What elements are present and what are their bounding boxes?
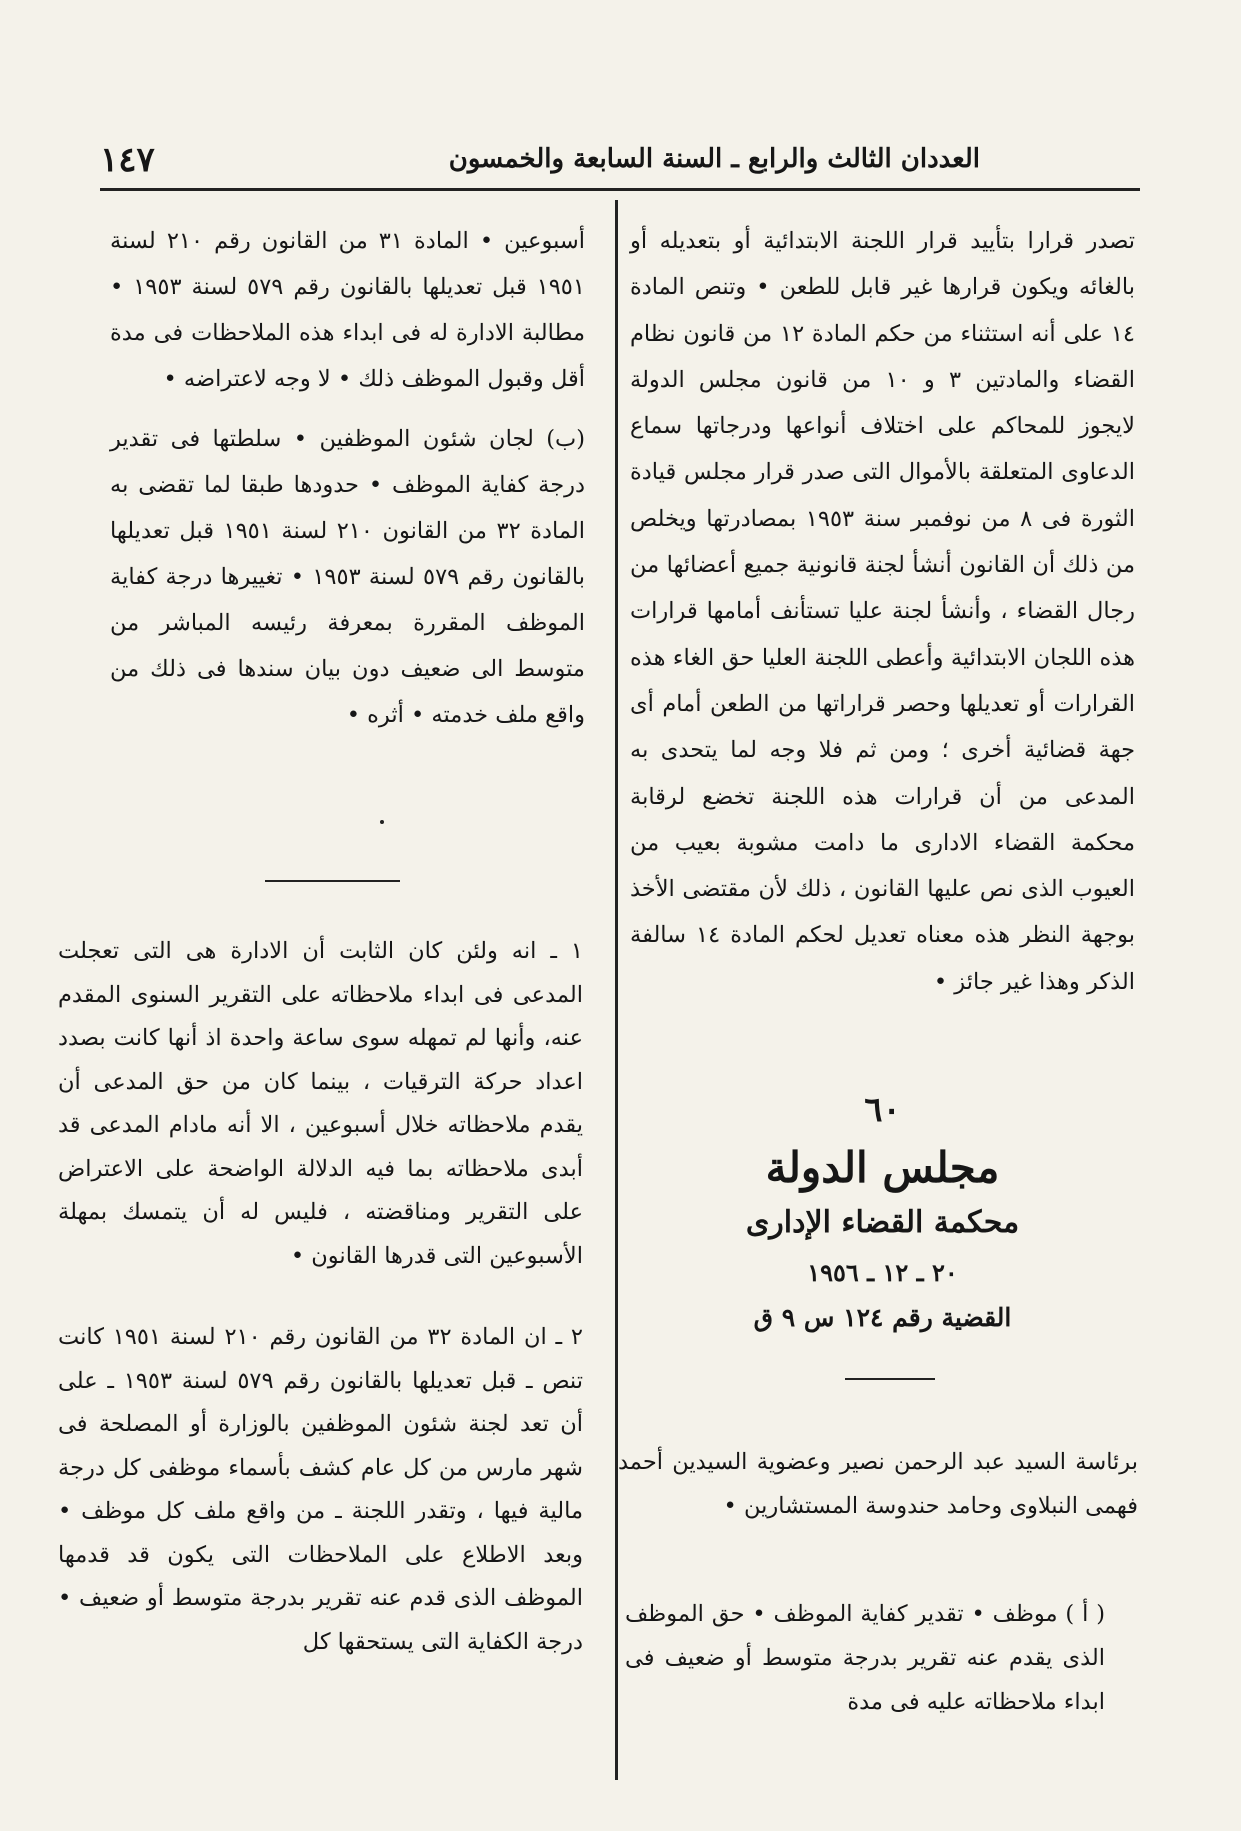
column-separator [615, 200, 618, 1780]
council-title: مجلس الدولة [765, 1143, 1000, 1192]
headnote-b: (ب) لجان شئون الموظفين • سلطتها فى تقدير درجة كفاية الموظف • حدودها طبقا لما تقضى به المادة ٣٢ من القانون ٢١٠ لسنة ١٩٥١ قبل تعديلها بالقانون رقم ٥٧٩ لسنة ١٩٥٣ • تغييرها درجة كفاية الموظف المقررة بمعرفة رئيسه المباشر من متوسط الى ضعيف دون بيان سندها فى ذلك من واقع ملف خدمته • أثره • [110, 426, 585, 728]
running-title: العددان الثالث والرابع ـ السنة السابعة والخمسون [448, 144, 980, 174]
ruling-1: ١ ـ انه ولئن كان الثابت أن الادارة هى التى تعجلت المدعى فى ابداء ملاحظاته على التقرير السنوى المقدم عنه، وأنها لم تمهله سوى ساعة واحدة اذ أنها كانت بصدد اعداد حركة الترقيات ، بينما كان من حق المدعى أن يقدم ملاحظاته خلال أسبوعين ، الا أنه مادام المدعى قد أبدى ملاحظاته بما فيه الدلالة الواضحة على الاعتراض على التقرير ومناقضته ، فليس له أن يتمسك بمهلة الأسبوعين التى قدرها القانون • [58, 938, 583, 1269]
page-number: ١٤٧ [100, 140, 155, 180]
left-column-rulings [58, 930, 583, 1664]
right-column-paragraph: تصدر قرارا بتأييد قرار اللجنة الابتدائية أو بتعديله أو بالغائه ويكون قرارها غير قابل للطعن • وتنص المادة ١٤ على أنه استثناء من حكم المادة ١٢ من قانون نظام القضاء والمادتين ٣ و ١٠ من قانون مجلس الدولة لايجوز للمحاكم على اختلاف أنواعها ودرجاتها سماع الدعاوى المتعلقة بالأموال التى صدر قرار مجلس قيادة الثورة فى ٨ من نوفمبر سنة ١٩٥٣ بمصادرتها ويخلص من ذلك أن القانون أنشأ لجنة قانونية جميع أعضائها من رجال القضاء ، وأنشأ لجنة عليا تستأنف أمامها قرارات هذه اللجان الابتدائية وأعطى اللجنة العليا حق الغاء هذه القرارات أو تعديلها وحصر قراراتها من الطعن أمام أى جهة قضائية أخرى ؛ ومن ثم فلا وجه لما يتحدى به المدعى من أن قرارات هذه اللجنة تخضع لرقابة محكمة القضاء الادارى ما دامت مشوبة بعيب من العيوب الذى نص عليها القانون ، ذلك لأن مقتضى الأخذ بوجهة النظر هذه معناه تعديل لحكم المادة ١٤ سالفة الذكر وهذا غير جائز • [630, 228, 1135, 995]
case-heading [630, 1090, 1135, 1338]
header-rule [100, 188, 1140, 191]
case-number: ٦٠ [864, 1090, 901, 1130]
case-date: ٢٠ ـ ١٢ ـ ١٩٥٦ [807, 1258, 958, 1287]
case-reference: القضية رقم ١٢٤ س ٩ ق [753, 1303, 1012, 1332]
court-title: محكمة القضاء الإدارى [745, 1205, 1020, 1240]
ink-dot [380, 820, 384, 824]
right-column-text [630, 218, 1135, 1005]
case-rule [845, 1378, 935, 1380]
page-header [100, 140, 1140, 184]
presidency-text: برئاسة السيد عبد الرحمن نصير وعضوية السيدين أحمد فهمى النبلاوى وحامد حندوسة المستشارين • [618, 1449, 1138, 1519]
left-column-headnotes [110, 218, 585, 738]
headnote-a-continuation: أسبوعين • المادة ٣١ من القانون رقم ٢١٠ لسنة ١٩٥١ قبل تعديلها بالقانون رقم ٥٧٩ لسنة ١٩٥٣ • مطالبة الادارة له فى ابداء هذه الملاحظات فى مدة أقل وقبول الموظف ذلك • لا وجه لاعتراضه • [110, 228, 585, 392]
section-divider [265, 880, 400, 882]
ruling-2: ٢ ـ ان المادة ٣٢ من القانون رقم ٢١٠ لسنة ١٩٥١ كانت تنص ـ قبل تعديلها بالقانون رقم ٥٧٩ لسنة ١٩٥٣ ـ على أن تعد لجنة شئون الموظفين بالوزارة أو المصلحة فى شهر مارس من كل عام كشف بأسماء موظفى كل درجة مالية فيها ، وتقدر اللجنة ـ من واقع ملف كل موظف • وبعد الاطلاع على الملاحظات التى يكون قد قدمها الموظف الذى قدم عنه تقرير بدرجة متوسط أو ضعيف • درجة الكفاية التى يستحقها كل [58, 1324, 583, 1655]
summary-a: ( أ ) موظف • تقدير كفاية الموظف • حق الموظف الذى يقدم عنه تقرير بدرجة متوسط أو ضعيف فى ابداء ملاحظاته عليه فى مدة [625, 1601, 1105, 1715]
